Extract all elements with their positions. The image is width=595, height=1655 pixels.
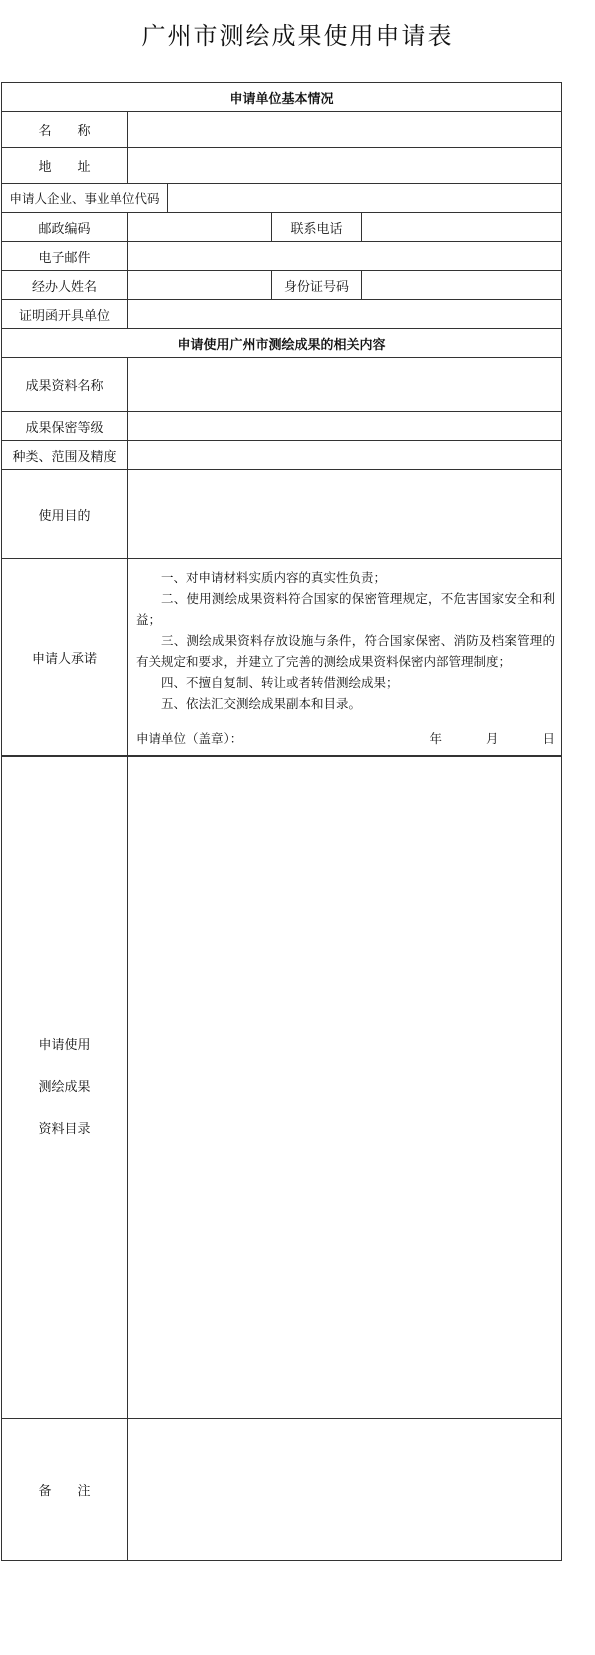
material-name-field[interactable]: [128, 358, 562, 412]
email-label: 电子邮件: [2, 242, 128, 271]
postcode-field[interactable]: [128, 213, 272, 242]
postcode-label: 邮政编码: [2, 213, 128, 242]
handler-name-label: 经办人姓名: [2, 271, 128, 300]
phone-label: 联系电话: [272, 213, 362, 242]
scope-field[interactable]: [128, 441, 562, 470]
name-label: 名 称: [2, 112, 128, 148]
day-label: 日: [542, 731, 556, 746]
applicant-seal-label: 申请单位（盖章）：: [136, 731, 243, 746]
purpose-label: 使用目的: [2, 470, 128, 559]
org-code-field[interactable]: [168, 184, 562, 213]
page-title: 广州市测绘成果使用申请表: [141, 22, 454, 50]
certificate-issuer-label: 证明函开具单位: [2, 300, 128, 329]
id-number-field[interactable]: [362, 271, 562, 300]
handler-name-field[interactable]: [128, 271, 272, 300]
secrecy-level-field[interactable]: [128, 412, 562, 441]
section-header-usage: 申请使用广州市测绘成果的相关内容: [2, 329, 562, 358]
id-number-label: 身份证号码: [272, 271, 362, 300]
address-label: 地 址: [2, 148, 128, 184]
purpose-field[interactable]: [128, 470, 562, 559]
commitment-item: 二、使用测绘成果资料符合国家的保密管理规定，不危害国家安全和利益；: [136, 591, 556, 627]
commitment-label: 申请人承诺: [2, 559, 128, 756]
certificate-issuer-field[interactable]: [128, 300, 562, 329]
catalog-label-line: 测绘成果: [38, 1079, 91, 1095]
org-code-label: 申请人企业、事业单位代码: [2, 184, 168, 213]
catalog-label-line: 申请使用: [38, 1037, 91, 1053]
commitment-item: 一、对申请材料实质内容的真实性负责；: [161, 570, 387, 585]
remarks-label: 备 注: [2, 1419, 128, 1561]
section-header-applicant: 申请单位基本情况: [2, 83, 562, 112]
commitment-item: 五、依法汇交测绘成果副本和目录。: [161, 696, 362, 711]
commitment-item: 四、不擅自复制、转让或者转借测绘成果；: [161, 675, 399, 690]
phone-field[interactable]: [362, 213, 562, 242]
email-field[interactable]: [128, 242, 562, 271]
remarks-field[interactable]: [128, 1419, 562, 1561]
scope-label: 种类、范围及精度: [2, 441, 128, 470]
commitment-item: 三、测绘成果资料存放设施与条件，符合国家保密、消防及档案管理的有关规定和要求，并建立了完善的测绘成果资料保密内部管理制度；: [136, 633, 556, 669]
address-field[interactable]: [128, 148, 562, 184]
catalog-label-line: 资料目录: [38, 1121, 91, 1137]
commitment-cell: [128, 559, 562, 756]
signature-row: [136, 728, 555, 755]
month-label: 月: [486, 731, 499, 746]
material-name-label: 成果资料名称: [2, 358, 128, 412]
sign-date: [390, 728, 556, 749]
catalog-field[interactable]: [128, 757, 562, 1419]
catalog-table: [1, 756, 562, 1561]
year-label: 年: [429, 731, 443, 746]
secrecy-level-label: 成果保密等级: [2, 412, 128, 441]
name-field[interactable]: [128, 112, 562, 148]
application-info-table: [1, 82, 562, 756]
catalog-label: [2, 757, 128, 1419]
